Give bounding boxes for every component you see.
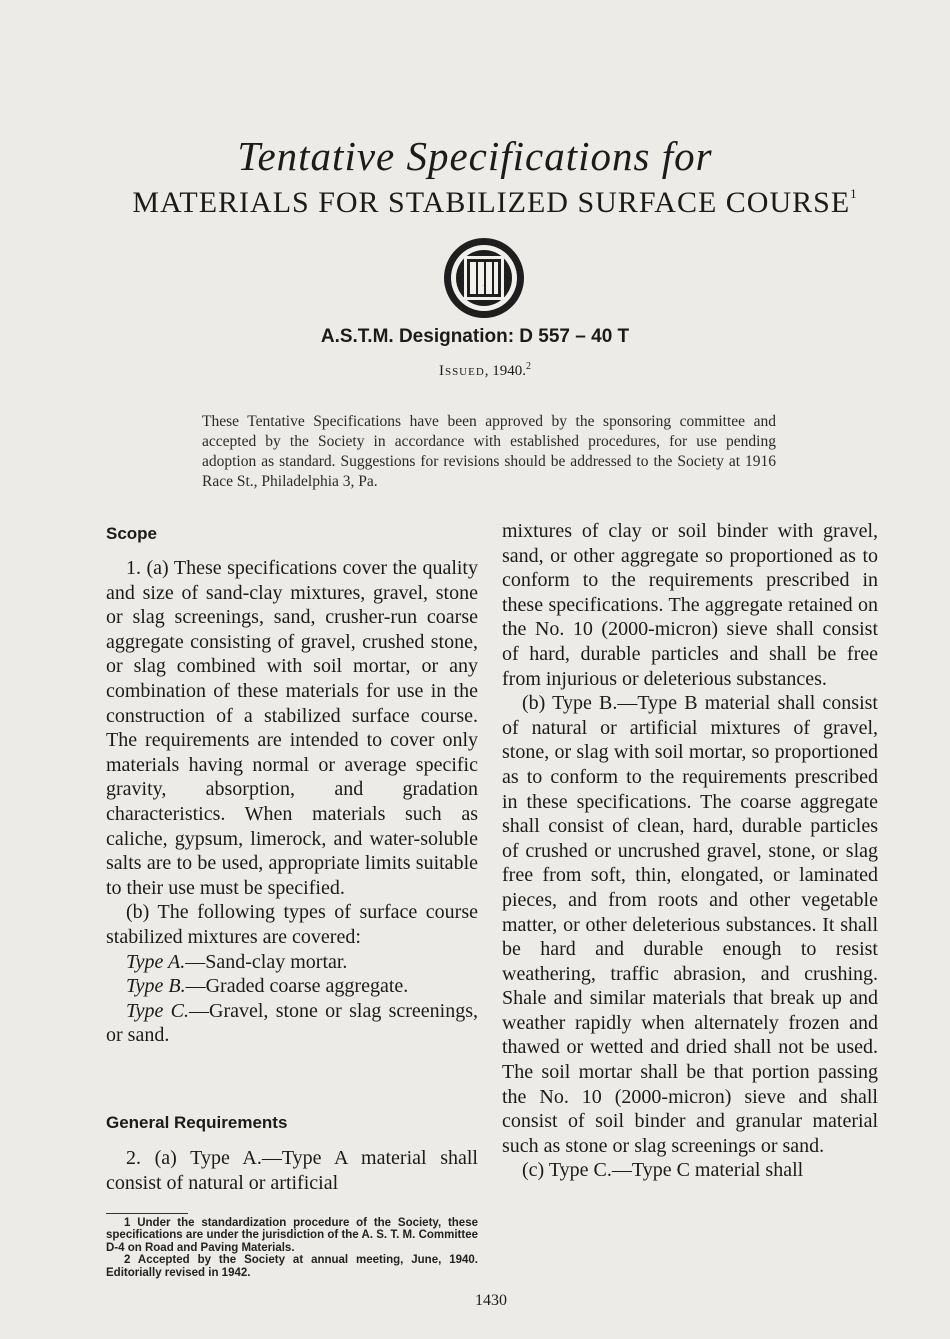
general-para-a-start: 2. (a) Type A.—Type A material shall consist of natural or artificial: [106, 1147, 478, 1194]
issued-label: Issued: [438, 363, 485, 379]
title-main: [0, 186, 950, 220]
footnote-2: 2 Accepted by the Society at annual meeting, June, 1940. Editorially revised in 1942.: [106, 1254, 478, 1279]
right-column: [502, 519, 878, 1183]
issued-year: , 1940.: [484, 363, 527, 379]
issued-footnote-ref: 2: [526, 361, 532, 372]
issued-line: [0, 361, 950, 380]
designation: A.S.T.M. Designation: D 557 – 40 T: [320, 326, 630, 347]
heading-general-requirements: General Requirements: [106, 1113, 288, 1132]
type-c-text: —Gravel, stone or slag screenings, or sand.: [106, 999, 479, 1047]
scope-para-a: 1. (a) These specifications cover the quality and size of sand-clay mixtures, gravel, stone or slag screenings, sand, crusher-run coarse aggregate consisting of gravel, crushed stone, or slag combined with soil mortar, or any combination of these materials for use in the construction of a stabilized surface course. The requirements are intended to cover only materials having normal or average specific gravity, absorption, and gradation characteristics. When materials such as caliche, gypsum, limerock, and water-soluble salts are to be used, appropriate limits suitable to their use must be specified.: [106, 557, 478, 899]
title-footnote-ref: 1: [850, 186, 858, 201]
logo-text: ASTM: [482, 286, 486, 287]
type-b-label: Type B.: [126, 975, 186, 998]
title-italic: Tentative Specifications for: [237, 133, 713, 179]
title-main-text: MATERIALS FOR STABILIZED SURFACE COURSE: [132, 186, 851, 219]
type-a-line: [106, 950, 478, 975]
footnote-1: 1 Under the standardization procedure of the Society, these specifications are under the jurisdiction of the A. S. T. M. Committee D-4 on Road and Paving Materials.: [106, 1217, 478, 1254]
type-b-line: [106, 974, 478, 999]
approval-note: These Tentative Specifications have been approved by the sponsoring committee and accepted by the Society in accordance with established procedures, for use pending adoption as standard. Suggestions for revisions should be addressed to the Society at 1916 Race St., Philadelphia 3, Pa.: [202, 413, 776, 490]
left-column: [106, 556, 478, 1048]
left-column-general: [106, 1146, 478, 1195]
type-b-text: —Graded coarse aggregate.: [185, 975, 409, 998]
type-c-line: [106, 999, 478, 1048]
type-a-label: Type A.: [126, 950, 186, 973]
general-para-b: (b) Type B.—Type B material shall consist of natural or artificial mixtures of gravel, stone, or slag with soil mortar, so proportioned as to conform to the requirements prescribed in these specifications. The coarse aggregate shall consist of clean, hard, durable particles of crushed or uncrushed gravel, stone, or slag free from soft, thin, elongated, or laminated pieces, and from roots and other vegetable matter, or other deleterious substances. It shall be hard and durable enough to resist weathering, traffic abrasion, and crushing. Shale and similar materials that break up and weather rapidly when alternately frozen and thawed or wetted and dried shall not be used. The soil mortar shall be that portion passing the No. 10 (2000-micron) sieve and shall consist of soil binder and granular material such as stone or slag screenings or sand.: [502, 692, 878, 1157]
astm-logo-icon: [442, 236, 526, 320]
page-number: 1430: [475, 1292, 507, 1309]
heading-scope: Scope: [106, 524, 158, 543]
footnote-rule: [106, 1213, 188, 1214]
general-para-a-cont: mixtures of clay or soil binder with gravel, sand, or other aggregate so proportioned as to conform to the requirements prescribed in these specifications. The aggregate retained on the No. 10 (2000-micron) sieve shall consist of hard, durable particles and shall be free from injurious or deleterious substances.: [502, 520, 878, 690]
footnotes: [106, 1217, 478, 1279]
scope-para-b: (b) The following types of surface course stabilized mixtures are covered:: [106, 901, 478, 948]
general-para-c: (c) Type C.—Type C material shall: [522, 1159, 804, 1182]
type-c-label: Type C.: [126, 999, 190, 1022]
type-a-text: —Sand-clay mortar.: [185, 950, 348, 973]
